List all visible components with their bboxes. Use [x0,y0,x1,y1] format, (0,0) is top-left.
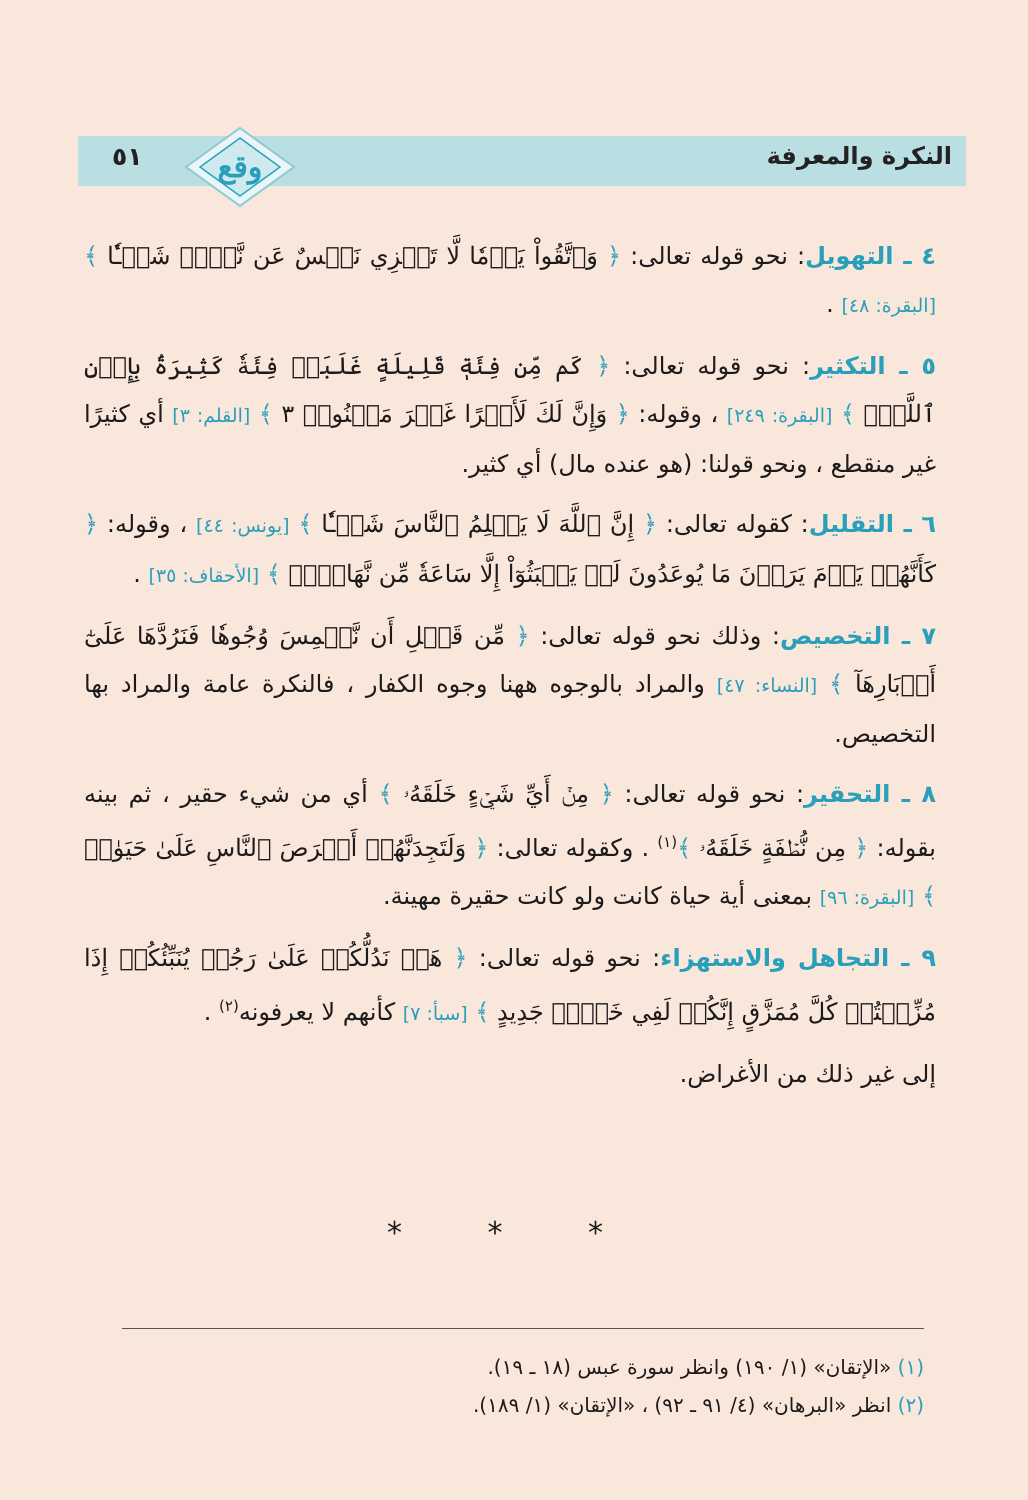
verse-bracket: ﴿ [606,242,622,270]
quran-verse: كَم مِّن فِئَةٖ قَلِيلَةٍ غَلَبَتۡ فِئَةٗ كَثِيرَةَۢ بِإِذۡنِ ٱللَّهِۗ [84,352,936,428]
verse-bracket: ﴾ [475,998,490,1026]
quran-verse: مِن نُّطۡفَةٍ خَلَقَهُۥ [691,834,855,862]
item-paragraph [84,934,936,1038]
verse-bracket: ﴾ [840,400,855,428]
verse-bracket: ﴾ [298,510,313,538]
footnote-number: (٢) [897,1393,924,1417]
verse-reference: [سبأ: ٧] [402,1003,468,1025]
quran-verse: هَلۡ نَدُلُّكُمۡ عَلَىٰ رَجُلٖ يُنَبِّئُكُمۡ إِذَا مُزِّقۡتُمۡ كُلَّ مُمَزَّقٍ إِنَّكُمۡ لَفِي خَلۡقٖ جَدِيدٍ [84,944,936,1026]
verse-bracket: ﴾ [84,242,99,270]
page-number: ٥١ [112,142,143,171]
item-term: ٨ ـ التحقير [804,780,936,808]
body-run: ، وقوله: [98,510,197,538]
footnote-marker: (٢) [219,997,239,1015]
verse-bracket: ﴿ [596,352,611,380]
emblem-ornament-icon [170,124,310,210]
verse-reference: [البقرة: ٢٤٩] [726,405,833,427]
footnote-text: «الإتقان» (١/ ١٩٠) وانظر سورة عبس (١٨ ـ ١٩). [487,1355,898,1379]
body-run: . وكقوله تعالى: [488,834,658,862]
verse-reference: [البقرة: ٩٦] [819,887,915,909]
item-term: ٥ ـ التكثير [810,352,936,380]
footnote-item [122,1386,924,1424]
verse-bracket: ﴾ [258,400,273,428]
verse-bracket: ﴾ [829,670,844,698]
verse-reference: [القلم: ٣] [172,405,251,427]
body-run: : كقوله تعالى: [657,510,809,538]
body-run: . [203,998,220,1026]
verse-reference: [الأحقاف: ٣٥] [148,565,260,587]
verse-bracket: ﴿ [854,834,869,862]
body-run: : نحو قوله تعالى: [621,242,806,270]
body-run: : نحو قوله تعالى: [467,944,661,972]
quran-verse: وَلَتَجِدَنَّهُمۡ أَحۡرَصَ ٱلنَّاسِ عَلَىٰ حَيَوٰةٖ [84,834,475,862]
body-run: : نحو قوله تعالى: [610,352,811,380]
item-term: ٦ ـ التقليل [808,510,936,538]
body-run: : نحو قوله تعالى: [613,780,805,808]
body-run [817,670,829,698]
quran-verse: وَٱتَّقُواْ يَوۡمٗا لَّا تَجۡزِي نَفۡسٌ عَن نَّفۡسٖ شَيۡـٔٗا [98,242,607,270]
quran-verse: مِّن قَبۡلِ أَن نَّطۡمِسَ وُجُوهٗا فَنَرُدَّهَا عَلَىٰٓ أَدۡبَارِهَآ [84,622,937,698]
item-term: ٩ ـ التجاهل والاستهزاء [660,944,936,972]
quran-verse: إِنَّ ٱللَّهَ لَا يَظۡلِمُ ٱلنَّاسَ شَيۡـٔٗا [312,510,643,538]
body-run: : وذلك نحو قوله تعالى: [529,622,781,650]
running-header-title: النكرة والمعرفة [766,142,952,170]
body-run [259,560,267,588]
footnotes [122,1348,924,1424]
verse-bracket: ﴿ [453,944,468,972]
quran-verse: وَإِنَّ لَكَ لَأَجۡرًا غَيۡرَ مَمۡنُونٖ ٣ [272,400,616,428]
body-text [84,232,936,1110]
item-term: ٤ ـ التهويل [805,242,937,270]
verse-bracket: ﴾ [677,834,692,862]
verse-bracket: ﴿ [599,780,614,808]
item-paragraph [84,770,936,922]
verse-bracket: ﴿ [84,510,99,538]
item-term: ٧ ـ التخصيص [780,622,937,650]
footnote-text: انظر «البرهان» (٤/ ٩١ ـ ٩٢) ، «الإتقان» (١/ ١٨٩). [472,1393,898,1417]
body-run [832,400,841,428]
emblem-text: وقع [217,150,263,185]
closing-line: إلى غير ذلك من الأغراض. [679,1060,936,1088]
verse-bracket: ﴿ [642,510,658,538]
body-run [250,400,259,428]
body-run: والمراد بالوجوه ههنا وجوه الكفار ، فالنكرة عامة والمراد بها التخصيص. [84,670,936,748]
item-paragraph [84,612,936,758]
verse-reference: [يونس: ٤٤] [196,515,290,537]
verse-bracket: ﴾ [266,560,281,588]
footnote-marker: (١) [657,833,678,851]
footnote-number: (١) [897,1355,924,1379]
footnote-item [122,1348,924,1386]
verse-bracket: ﴿ [615,400,630,428]
verse-reference: [النساء: ٤٧] [716,675,818,697]
item-paragraph [84,500,936,600]
quran-verse: مِنۡ أَيِّ شَيۡءٍ خَلَقَهُۥ [392,780,600,808]
item-paragraph [84,342,936,488]
section-separator: * * * [386,1216,642,1251]
body-run: أي كثيرًا غير منقطع ، ونحو قولنا: (هو عنده مال) أي كثير. [84,400,936,478]
body-run: . [133,560,149,588]
verse-reference: [البقرة: ٤٨] [841,295,936,317]
body-run: كأنهم لا يعرفونه [238,998,403,1026]
verse-bracket: ﴿ [474,834,489,862]
body-run [914,882,922,910]
body-run: بمعنى أية حياة كانت ولو كانت حقيرة مهينة. [382,882,820,910]
verse-bracket: ﴾ [378,780,393,808]
verse-bracket: ﴾ [921,882,936,910]
quran-verse: كَأَنَّهُمۡ يَوۡمَ يَرَوۡنَ مَا يُوعَدُونَ لَمۡ يَلۡبَثُوٓاْ إِلَّا سَاعَةٗ مِّن نَّهَارِۭۚ [280,560,936,588]
verse-bracket: ﴿ [515,622,530,650]
body-run: ، وقوله: [629,400,727,428]
body-run: . [826,290,842,318]
item-paragraph [84,232,936,330]
body-run: أي من شيء حقير ، ثم بينه بقوله: [84,780,936,862]
footnote-divider [122,1328,924,1329]
